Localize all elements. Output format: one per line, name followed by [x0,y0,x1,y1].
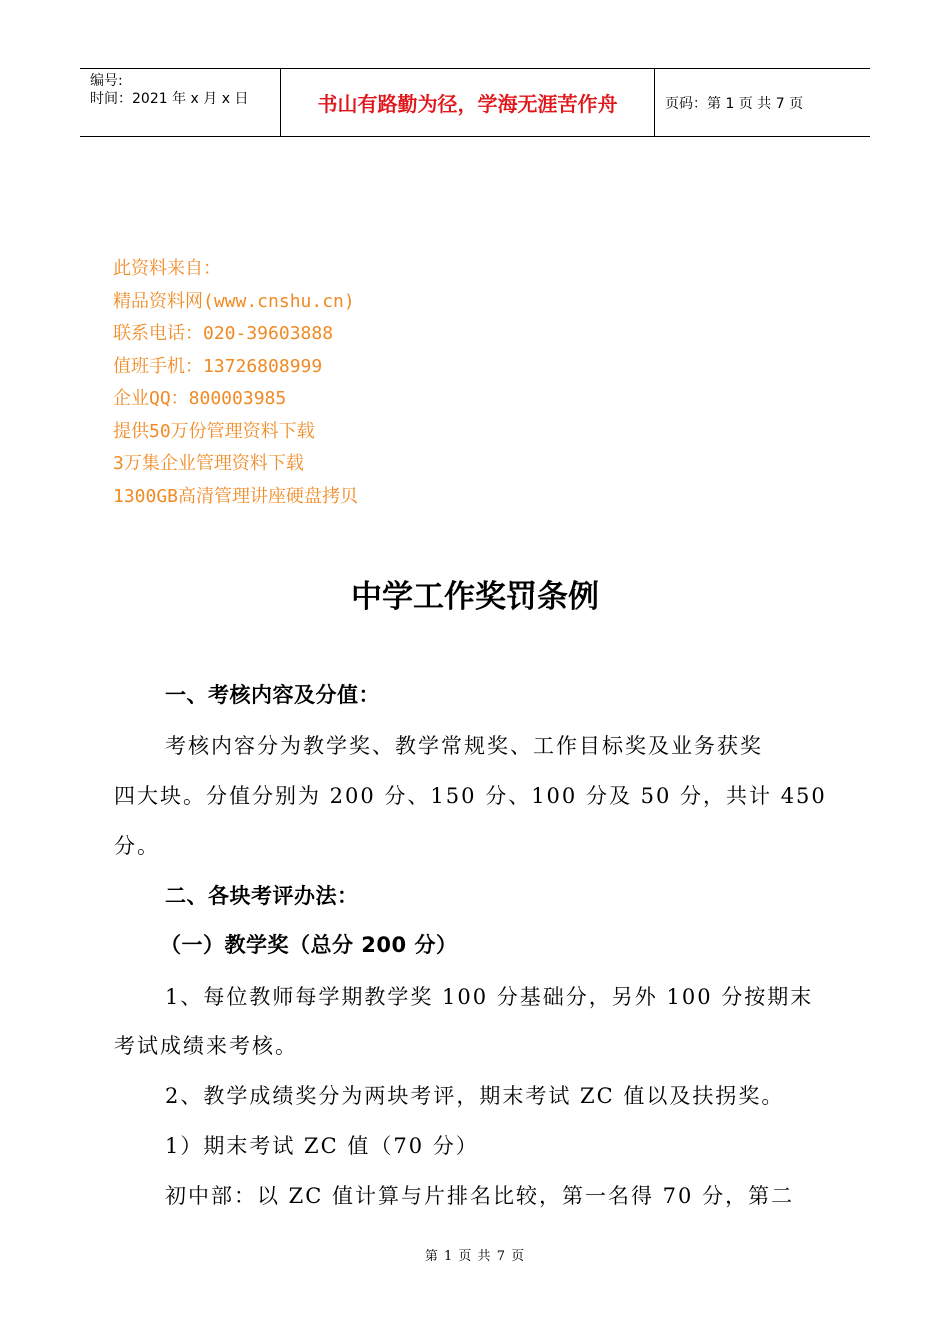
paragraph-line: 1）期末考试 ZC 值（70 分） [165,1134,479,1158]
paragraph-line: 初中部：以 ZC 值计算与片排名比较，第一名得 70 分，第二 [165,1184,795,1208]
ad-line: 联系电话：020-39603888 [113,323,334,344]
paragraph-line: 考核内容分为教学奖、教学常规奖、工作目标奖及业务获奖 [165,734,763,758]
paragraph-line: 2、教学成绩奖分为两块考评，期末考试 ZC 值以及扶拐奖。 [165,1084,785,1108]
ad-line: 提供50万份管理资料下载 [113,420,315,442]
section-heading: 一、考核内容及分值： [165,683,380,707]
subsection-heading: （一）教学奖（总分 200 分） [160,933,458,957]
ad-block [113,253,358,513]
ad-line: 3万集企业管理资料下载 [113,453,304,474]
time-label: 时间：2021 年 x 月 x 日 [90,91,249,107]
section-heading: 二、各块考评办法： [165,884,359,908]
ad-line: 企业QQ：800003985 [113,388,287,409]
number-label: 编号: [90,73,123,89]
paragraph-line: 1、每位教师每学期教学奖 100 分基础分，另外 100 分按期末 [165,985,814,1009]
header-motto: 书山有路勤为径，学海无涯苦作舟 [281,69,655,136]
paragraph-line: 四大块。分值分别为 200 分、150 分、100 分及 50 分，共计 450 [114,784,827,808]
paragraph-line: 分。 [114,834,160,858]
ad-line: 此资料来自： [113,258,221,279]
ad-line: 1300GB高清管理讲座硬盘拷贝 [113,485,359,507]
header-meta [80,69,281,136]
paragraph-line: 考试成绩来考核。 [114,1034,298,1058]
page-footer: 第 1 页 共 7 页 [424,1249,526,1264]
ad-line: 值班手机：13726808999 [113,355,323,377]
header-page-info: 页码：第 1 页 共 7 页 [665,95,804,112]
document-title: 中学工作奖罚条例 [351,579,599,615]
ad-line: 精品资料网(www.cnshu.cn) [113,290,355,312]
header-table [80,68,870,137]
